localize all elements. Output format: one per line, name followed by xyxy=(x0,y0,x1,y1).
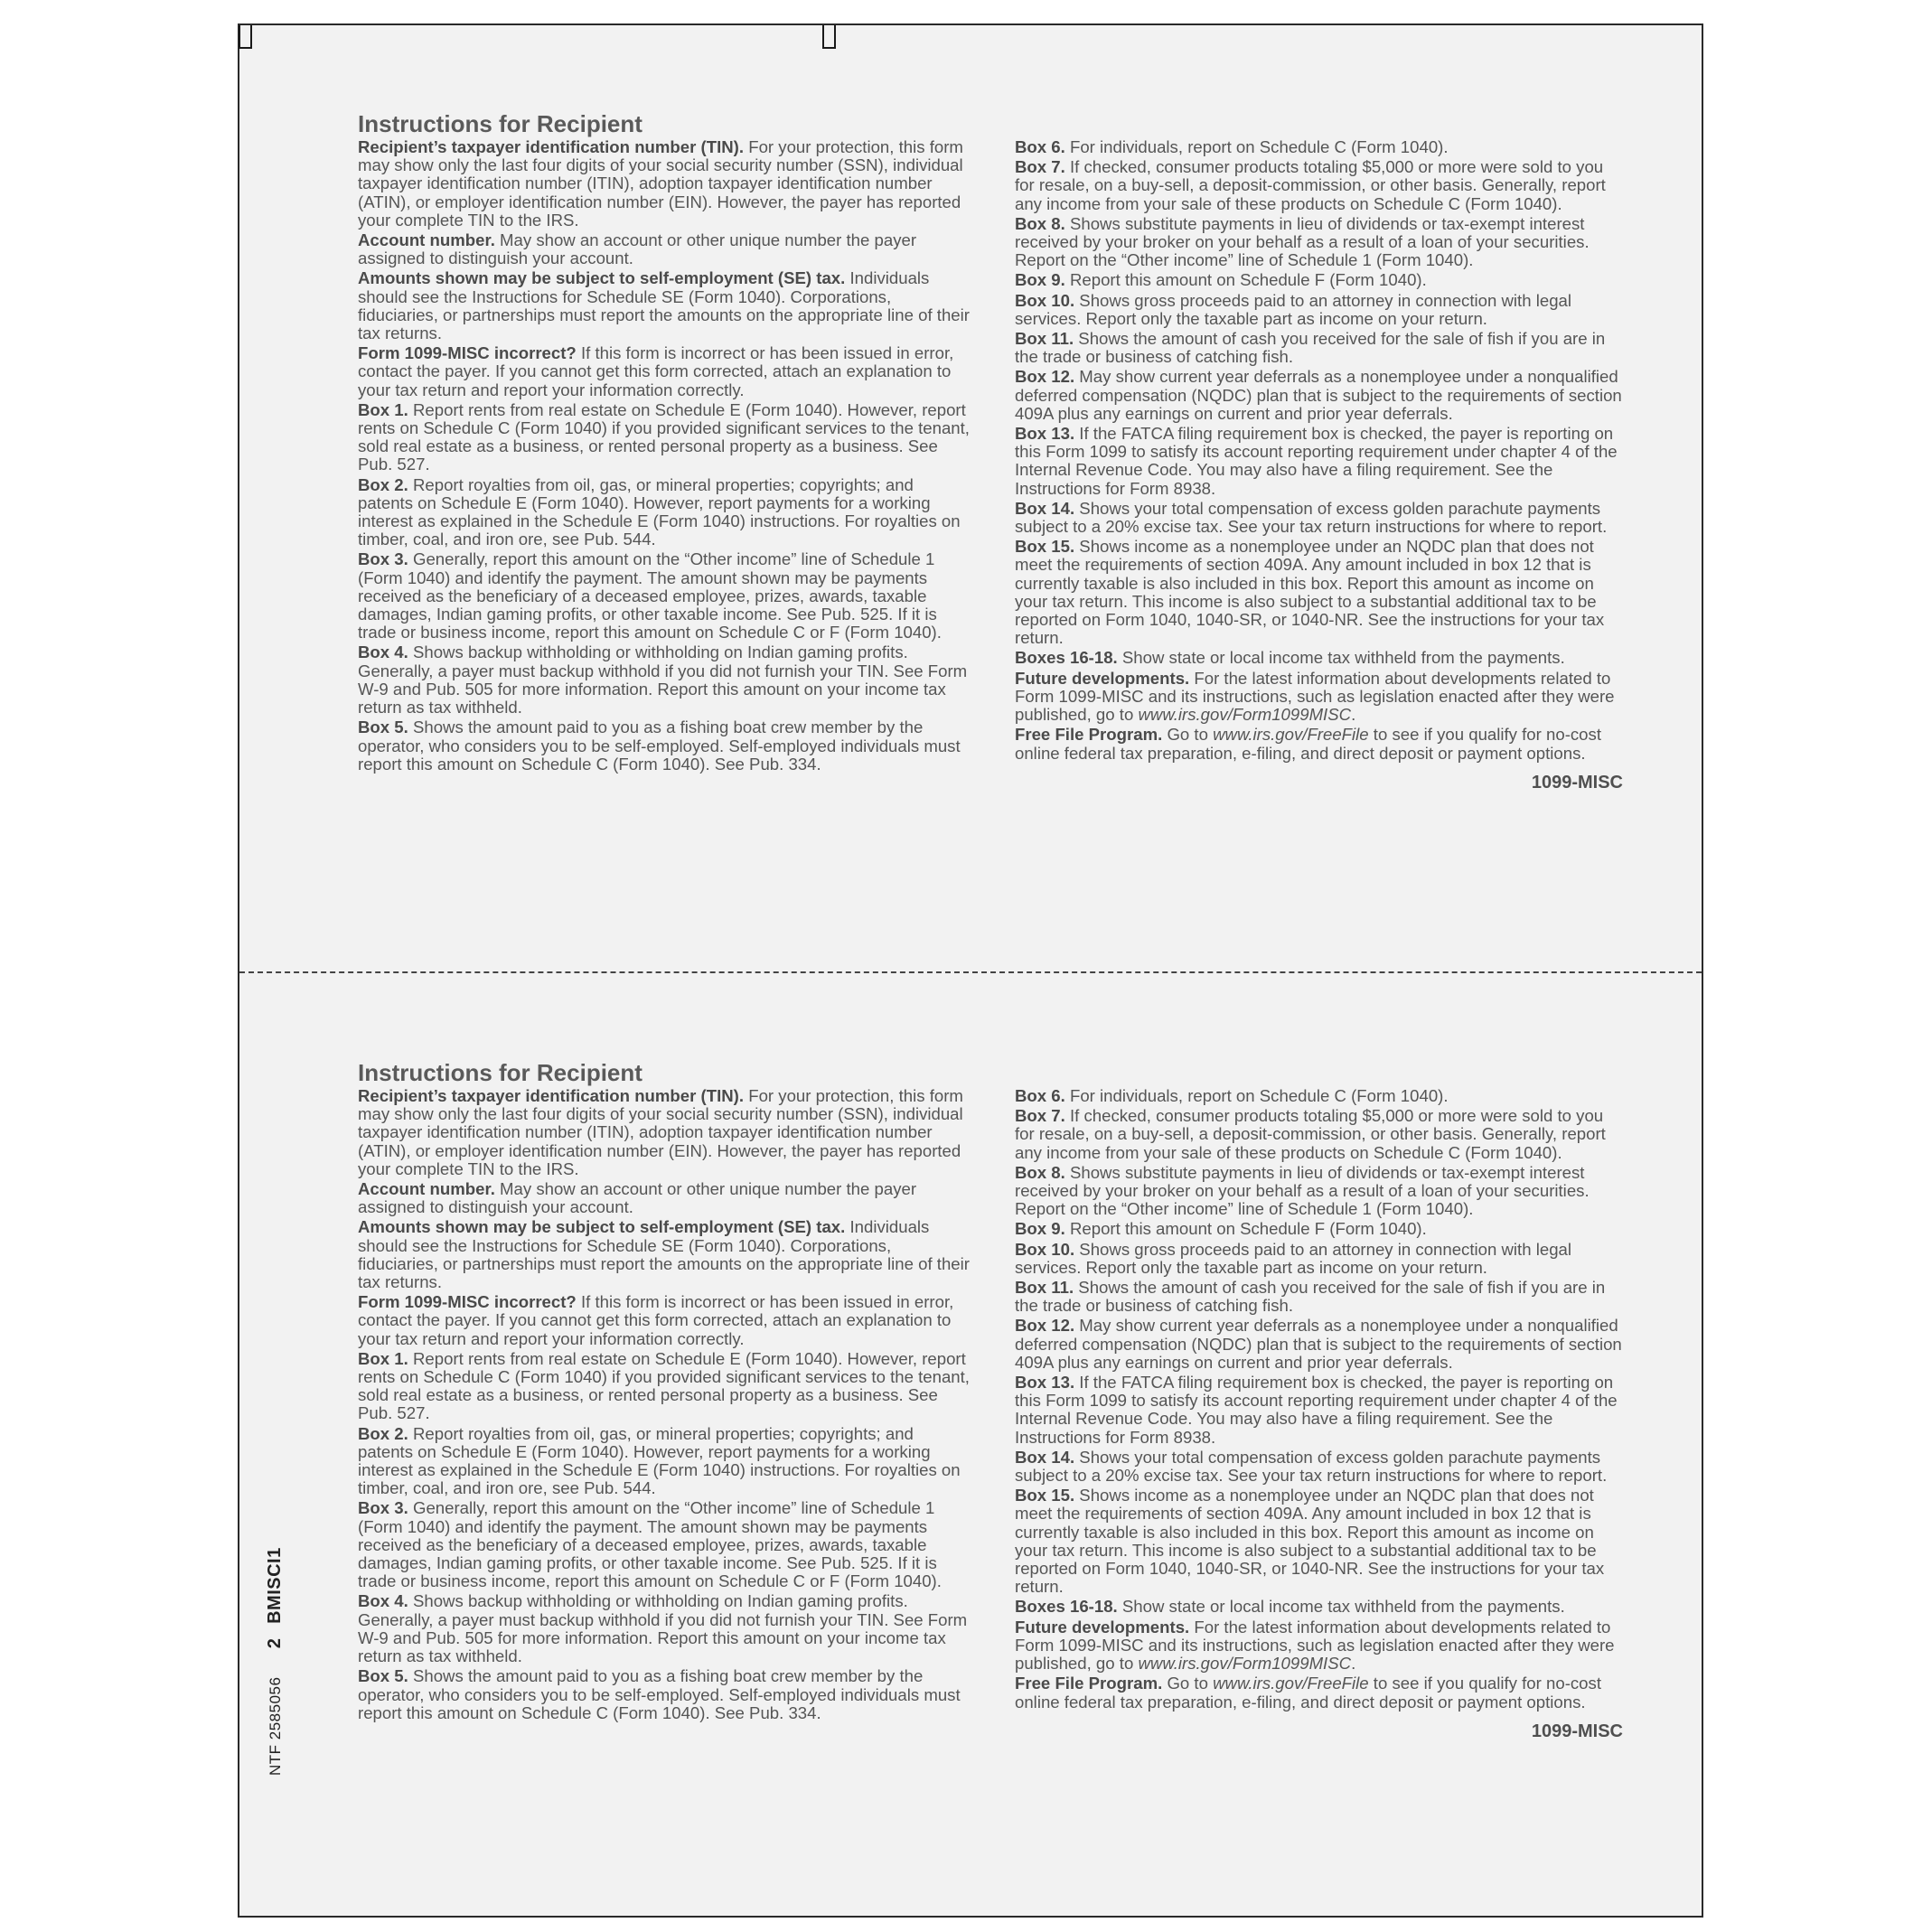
paragraph-label: Box 14. xyxy=(1015,498,1075,518)
future-developments: Future developments. For the latest information about developments related to Form 1099-MISC and its instructions, such as legislation enacted after they were published, go to www.irs.gov/Form1099MISC. xyxy=(1015,668,1615,725)
instruction-paragraph xyxy=(358,718,972,774)
paragraph-body: Report this amount on Schedule F (Form 1040). xyxy=(1064,270,1427,290)
instruction-paragraph xyxy=(358,550,972,642)
paragraph-label: Box 9. xyxy=(1015,270,1065,290)
instruction-paragraph xyxy=(1015,500,1623,536)
paragraph-body: Generally, report this amount on the “Other income” line of Schedule 1 (Form 1040) and identify the payment. The amount shown may be payments received as the beneficiary of a deceased employee, prizes, awards, taxable damages, Indian gaming profits, or other taxable income. See Pub. 525. If it is trade or business income, report this amount on Schedule C or F (Form 1040). xyxy=(358,1498,942,1591)
paragraph-body: Report royalties from oil, gas, or mineral properties; copyrights; and patents on Schedule E (Form 1040). However, report payments for a working interest as explained in the Schedule E (Form 1040) instructions. For royalties on timber, coal, and iron ore, see Pub. 544. xyxy=(358,1423,961,1498)
paragraph-body: If this form is incorrect or has been issued in error, contact the payer. If you cannot get this form corrected, attach an explanation to your tax return and report your information correctly. xyxy=(358,1292,954,1348)
paragraph-label: Form 1099-MISC incorrect? xyxy=(358,1292,577,1312)
paragraph-label: Box 13. xyxy=(1015,424,1075,444)
instruction-paragraph xyxy=(1015,1164,1623,1219)
paragraph-label: Box 5. xyxy=(358,717,408,737)
paragraph-label: Box 7. xyxy=(1015,157,1065,177)
paragraph-body: Generally, report this amount on the “Other income” line of Schedule 1 (Form 1040) and identify the payment. The amount shown may be payments received as the beneficiary of a deceased employee, prizes, awards, taxable damages, Indian gaming profits, or other taxable income. See Pub. 525. If it is trade or business income, report this amount on Schedule C or F (Form 1040). xyxy=(358,549,942,642)
instruction-paragraph xyxy=(358,1087,972,1178)
paragraph-body: May show current year deferrals as a nonemployee under a nonqualified deferred compensation (NQDC) plan that is subject to the requirements of section 409A plus any earnings on current and prior year deferrals. xyxy=(1015,1316,1622,1372)
paragraph-label: Box 15. xyxy=(1015,1486,1075,1505)
paragraph-body: Individuals should see the Instructions for Schedule SE (Form 1040). Corporations, fiduciaries, or partnerships must report the amounts on the appropriate line of their tax returns. xyxy=(358,268,970,343)
paragraph-body: Shows gross proceeds paid to an attorney in connection with legal services. Report only the taxable part as income on your return. xyxy=(1015,290,1572,328)
registration-mark-left xyxy=(239,25,252,49)
paragraph-label: Box 9. xyxy=(1015,1219,1065,1239)
paragraph-label: Box 5. xyxy=(358,1666,408,1686)
copy-number: 2 xyxy=(265,1637,285,1649)
paragraph-body: Shows income as a nonemployee under an NQDC plan that does not meet the requirements of section 409A. Any amount included in box 12 that is currently taxable is also included in this box. Report this amount as income on your tax return. This income is also subject to a substantial additional tax to be reported on Form 1040, 1040-SR, or 1040-NR. See the instructions for your tax return. xyxy=(1015,537,1605,648)
paragraph-label: Form 1099-MISC incorrect? xyxy=(358,343,577,363)
paragraph-body: Shows your total compensation of excess golden parachute payments subject to a 20% excise tax. See your tax return instructions for where to report. xyxy=(1015,498,1608,537)
paragraph-body: Report this amount on Schedule F (Form 1040). xyxy=(1064,1219,1427,1239)
registration-mark-center xyxy=(822,25,836,49)
paragraph-label: Box 10. xyxy=(1015,1239,1075,1259)
future-developments: Future developments. For the latest information about developments related to Form 1099-MISC and its instructions, such as legislation enacted after they were published, go to www.irs.gov/Form1099MISC. xyxy=(1015,1617,1615,1674)
perforation-line xyxy=(239,971,1702,973)
instructions-heading: Instructions for Recipient xyxy=(358,110,642,137)
instruction-paragraph xyxy=(1015,368,1623,423)
free-file-program: Free File Program. Go to www.irs.gov/FreeFile to see if you qualify for no-cost online federal tax preparation, e-filing, and direct deposit or payment options. xyxy=(1015,725,1601,763)
paragraph-label: Recipient’s taxpayer identification number (TIN). xyxy=(358,1086,745,1105)
instruction-paragraph xyxy=(1015,271,1623,289)
instruction-paragraph xyxy=(1015,1279,1623,1315)
instruction-paragraph xyxy=(358,1218,972,1291)
instruction-paragraph xyxy=(1015,158,1623,213)
paragraph-label: Box 6. xyxy=(1015,137,1065,156)
side-form-code xyxy=(265,1547,286,1776)
form-id: 1099-MISC xyxy=(1531,1721,1623,1741)
paragraph-label: Box 4. xyxy=(358,1591,408,1611)
instruction-paragraph xyxy=(1015,1220,1623,1238)
instruction-paragraph xyxy=(358,344,972,399)
instruction-paragraph xyxy=(358,476,972,549)
paragraph-body: Show state or local income tax withheld from the payments. xyxy=(1117,1597,1565,1617)
instruction-paragraph xyxy=(358,231,972,267)
instructions-heading: Instructions for Recipient xyxy=(358,1059,642,1086)
paragraph-label: Box 2. xyxy=(358,1423,408,1443)
instruction-paragraph xyxy=(358,1592,972,1665)
paragraph-body: Report rents from real estate on Schedule E (Form 1040). However, report rents on Schedule C (Form 1040) if you provided significant services to the tenant, sold real estate as a business, or rented personal property as a business. See Pub. 527. xyxy=(358,399,970,474)
instruction-paragraph xyxy=(1015,538,1623,647)
paragraph-body: For individuals, report on Schedule C (Form 1040). xyxy=(1064,137,1449,156)
paragraph-label: Recipient’s taxpayer identification number (TIN). xyxy=(358,137,745,156)
instruction-paragraph xyxy=(1015,1487,1623,1596)
paragraph-body: Shows backup withholding or withholding on Indian gaming profits. Generally, a payer must backup withhold if you did not furnish your TIN. See Form W-9 and Pub. 505 for more information. Report this amount on your income tax return as tax withheld. xyxy=(358,642,968,717)
instruction-paragraph xyxy=(1015,292,1623,328)
paragraph-label: Box 8. xyxy=(1015,1162,1065,1182)
instruction-paragraph xyxy=(358,1667,972,1722)
free-file-link[interactable]: www.irs.gov/FreeFile xyxy=(1213,1674,1369,1693)
paragraph-label: Box 1. xyxy=(358,1348,408,1368)
paragraph-body: Individuals should see the Instructions for Schedule SE (Form 1040). Corporations, fiduciaries, or partnerships must report the amounts on the appropriate line of their tax returns. xyxy=(358,1217,970,1292)
instruction-paragraph xyxy=(358,401,972,474)
paragraph-label: Account number. xyxy=(358,1179,495,1199)
instruction-paragraph xyxy=(358,269,972,342)
irs-form-link[interactable]: www.irs.gov/Form1099MISC xyxy=(1138,1654,1352,1674)
form-code: BMISCI1 xyxy=(265,1547,285,1624)
paragraph-body: If checked, consumer products totaling $5,000 or more were sold to you for resale, on a buy-sell, a deposit-commission, or other basis. Generally, report any income from your sale of these products on Schedule C (Form 1040). xyxy=(1015,1106,1606,1162)
paragraph-label: Box 3. xyxy=(358,549,408,569)
instruction-paragraph xyxy=(358,1293,972,1348)
instruction-paragraph xyxy=(1015,1241,1623,1277)
paragraph-label: Amounts shown may be subject to self-employment (SE) tax. xyxy=(358,268,846,288)
instruction-paragraph xyxy=(358,1180,972,1216)
paragraph-body: For your protection, this form may show only the last four digits of your social security number (SSN), individual taxpayer identification number (ITIN), adoption taxpayer identification number (ATIN), or employer identification number (EIN). However, the payer has reported your complete TIN to the IRS. xyxy=(358,1086,963,1178)
paragraph-label: Box 12. xyxy=(1015,1316,1075,1336)
paragraph-body: Shows the amount paid to you as a fishing boat crew member by the operator, who considers you to be self-employed. Self-employed individuals must report this amount on Schedule C (Form 1040). See Pub. 334. xyxy=(358,1666,961,1722)
paragraph-body: Report royalties from oil, gas, or mineral properties; copyrights; and patents on Schedule E (Form 1040). However, report payments for a working interest as explained in the Schedule E (Form 1040) instructions. For royalties on timber, coal, and iron ore, see Pub. 544. xyxy=(358,474,961,549)
paragraph-label: Box 11. xyxy=(1015,329,1074,349)
paragraph-body: Show state or local income tax withheld from the payments. xyxy=(1117,648,1565,668)
paragraph-body: Shows the amount of cash you received for the sale of fish if you are in the trade or business of catching fish. xyxy=(1015,329,1606,367)
paragraph-body: Shows the amount paid to you as a fishing boat crew member by the operator, who considers you to be self-employed. Self-employed individuals must report this amount on Schedule C (Form 1040). See Pub. 334. xyxy=(358,717,961,774)
instruction-paragraph xyxy=(358,1499,972,1590)
instruction-paragraph xyxy=(1015,1449,1623,1485)
instruction-paragraph xyxy=(1015,1107,1623,1162)
paragraph-body: For individuals, report on Schedule C (Form 1040). xyxy=(1064,1086,1449,1105)
paragraph-body: Shows income as a nonemployee under an NQDC plan that does not meet the requirements of section 409A. Any amount included in box 12 that is currently taxable is also included in this box. Report this amount as income on your tax return. This income is also subject to a substantial additional tax to be reported on Form 1040, 1040-SR, or 1040-NR. See the instructions for your tax return. xyxy=(1015,1486,1605,1597)
paragraph-label: Box 15. xyxy=(1015,537,1075,557)
instruction-paragraph xyxy=(358,138,972,230)
paragraph-body: If this form is incorrect or has been issued in error, contact the payer. If you cannot get this form corrected, attach an explanation to your tax return and report your information correctly. xyxy=(358,343,954,399)
paragraph-body: If checked, consumer products totaling $5,000 or more were sold to you for resale, on a buy-sell, a deposit-commission, or other basis. Generally, report any income from your sale of these products on Schedule C (Form 1040). xyxy=(1015,157,1606,213)
paragraph-body: Shows substitute payments in lieu of dividends or tax-exempt interest received by your broker on your behalf as a result of a loan of your securities. Report on the “Other income” line of Schedule 1 (Form 1040). xyxy=(1015,213,1590,270)
paragraph-label: Box 2. xyxy=(358,474,408,494)
paragraph-label: Box 4. xyxy=(358,642,408,662)
paragraph-label: Box 1. xyxy=(358,399,408,419)
paragraph-label: Boxes 16-18. xyxy=(1015,648,1118,668)
right-column xyxy=(1015,1060,1623,1740)
instruction-paragraph xyxy=(358,1350,972,1423)
paragraph-body: Shows substitute payments in lieu of dividends or tax-exempt interest received by your broker on your behalf as a result of a loan of your securities. Report on the “Other income” line of Schedule 1 (Form 1040). xyxy=(1015,1162,1590,1219)
free-file-link[interactable]: www.irs.gov/FreeFile xyxy=(1213,725,1369,745)
paragraph-label: Box 3. xyxy=(358,1498,408,1518)
paragraph-label: Box 11. xyxy=(1015,1278,1074,1298)
instruction-paragraph xyxy=(358,643,972,717)
paragraph-body: If the FATCA filing requirement box is checked, the payer is reporting on this Form 1099 to satisfy its account reporting requirement under chapter 4 of the Internal Revenue Code. You may also have a filing requirement. See the Instructions for Form 8938. xyxy=(1015,424,1618,498)
paragraph-label: Box 14. xyxy=(1015,1447,1075,1467)
paragraph-label: Amounts shown may be subject to self-employment (SE) tax. xyxy=(358,1217,846,1237)
paragraph-label: Box 10. xyxy=(1015,290,1075,310)
instruction-paragraph xyxy=(358,1425,972,1498)
paragraph-label: Box 12. xyxy=(1015,367,1075,387)
instruction-paragraph xyxy=(1015,138,1623,156)
paragraph-body: Shows the amount of cash you received for the sale of fish if you are in the trade or business of catching fish. xyxy=(1015,1278,1606,1316)
left-column xyxy=(358,111,972,775)
irs-form-link[interactable]: www.irs.gov/Form1099MISC xyxy=(1138,705,1352,725)
paragraph-body: If the FATCA filing requirement box is checked, the payer is reporting on this Form 1099 to satisfy its account reporting requirement under chapter 4 of the Internal Revenue Code. You may also have a filing requirement. See the Instructions for Form 8938. xyxy=(1015,1373,1618,1447)
instruction-paragraph xyxy=(1015,1087,1623,1105)
paragraph-body: Shows your total compensation of excess golden parachute payments subject to a 20% excise tax. See your tax return instructions for where to report. xyxy=(1015,1447,1608,1486)
paragraph-label: Box 8. xyxy=(1015,213,1065,233)
instruction-paragraph xyxy=(1015,425,1623,498)
paragraph-body: Shows gross proceeds paid to an attorney in connection with legal services. Report only the taxable part as income on your return. xyxy=(1015,1239,1572,1277)
instruction-paragraph xyxy=(1015,1598,1623,1616)
paragraph-label: Account number. xyxy=(358,230,495,250)
paragraph-body: May show current year deferrals as a nonemployee under a nonqualified deferred compensation (NQDC) plan that is subject to the requirements of section 409A plus any earnings on current and prior year deferrals. xyxy=(1015,367,1622,423)
paragraph-body: Report rents from real estate on Schedule E (Form 1040). However, report rents on Schedule C (Form 1040) if you provided significant services to the tenant, sold real estate as a business, or rented personal property as a business. See Pub. 527. xyxy=(358,1348,970,1423)
paragraph-body: May show an account or other unique number the payer assigned to distinguish your account. xyxy=(358,1179,917,1217)
paragraph-label: Box 6. xyxy=(1015,1086,1065,1105)
ntf-number: NTF 2585056 xyxy=(267,1676,284,1776)
instruction-paragraph xyxy=(1015,1317,1623,1372)
free-file-program: Free File Program. Go to www.irs.gov/FreeFile to see if you qualify for no-cost online federal tax preparation, e-filing, and direct deposit or payment options. xyxy=(1015,1674,1601,1712)
paragraph-body: For your protection, this form may show only the last four digits of your social security number (SSN), individual taxpayer identification number (ITIN), adoption taxpayer identification number (ATIN), or employer identification number (EIN). However, the payer has reported your complete TIN to the IRS. xyxy=(358,137,963,230)
left-column xyxy=(358,1060,972,1724)
paragraph-label: Box 13. xyxy=(1015,1373,1075,1393)
instruction-paragraph xyxy=(1015,1374,1623,1447)
instruction-paragraph xyxy=(1015,215,1623,270)
paragraph-body: Shows backup withholding or withholding on Indian gaming profits. Generally, a payer must backup withhold if you did not furnish your TIN. See Form W-9 and Pub. 505 for more information. Report this amount on your income tax return as tax withheld. xyxy=(358,1591,968,1666)
paragraph-label: Boxes 16-18. xyxy=(1015,1597,1118,1617)
paragraph-label: Box 7. xyxy=(1015,1106,1065,1126)
form-id: 1099-MISC xyxy=(1531,772,1623,792)
paragraph-body: May show an account or other unique number the payer assigned to distinguish your account. xyxy=(358,230,917,268)
instruction-paragraph xyxy=(1015,649,1623,667)
right-column xyxy=(1015,111,1623,792)
instruction-paragraph xyxy=(1015,330,1623,366)
